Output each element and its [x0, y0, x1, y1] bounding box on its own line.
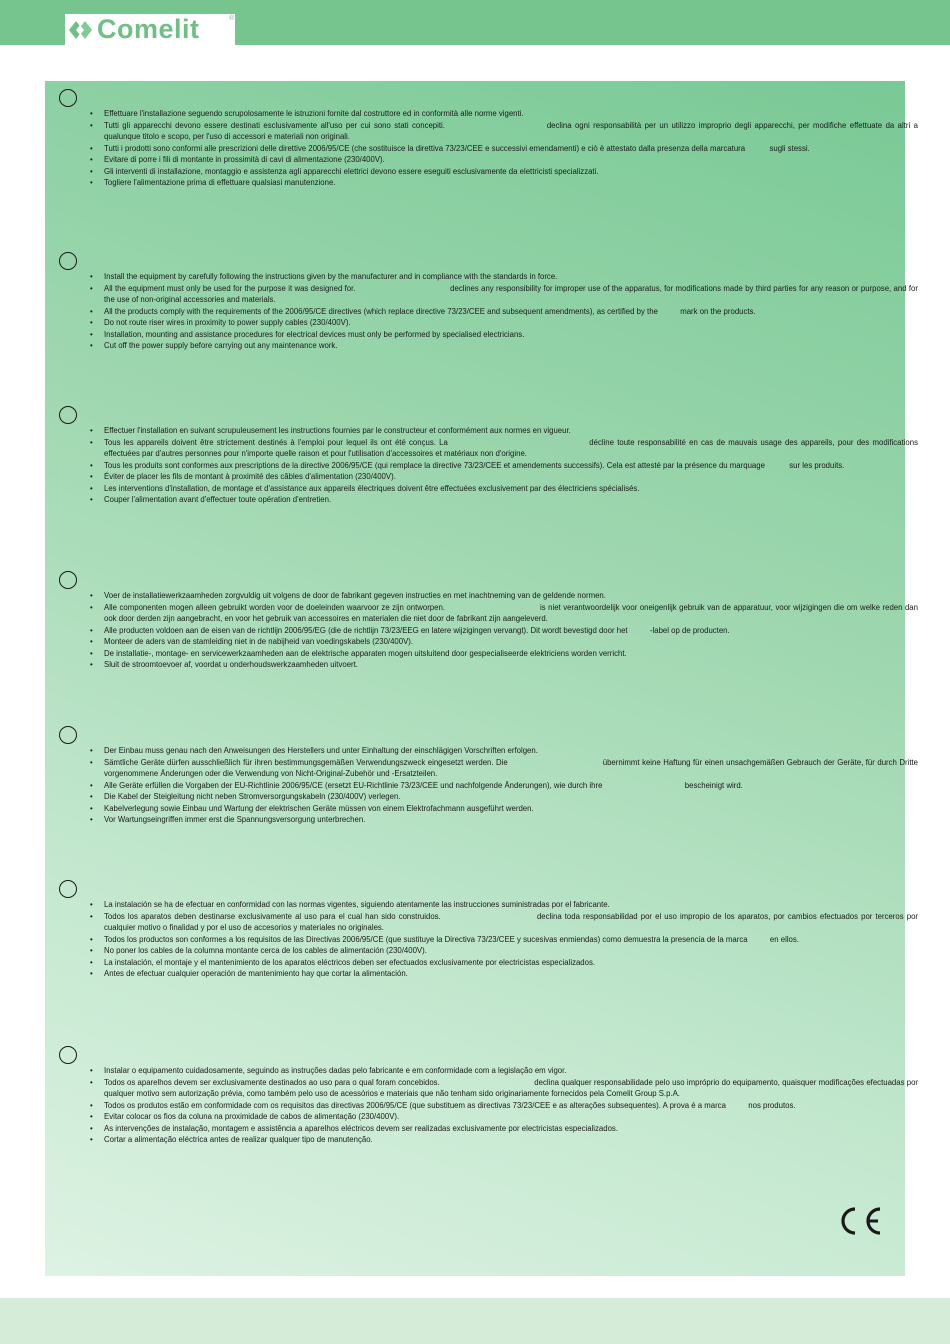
list-item	[104, 1111, 918, 1123]
item-text: Antes de efectuar cualquier operación de mantenimiento hay que cortar la alimentación.	[104, 969, 408, 978]
item-text: Alle Geräte erfüllen die Vorgaben der EU-Richtlinie 2006/95/CE (ersetzt EU-Richtlinie 73/23/CEE und nachfolgende Änderungen), wie durch ihre	[104, 780, 603, 790]
item-text: Instalar o equipamento cuidadosamente, seguindo as instruções dadas pelo fabricante e em conformidade com a legislação em vigor.	[104, 1066, 567, 1075]
item-text: La instalación, el montaje y el mantenimiento de los aparatos eléctricos deben ser efectuados exclusivamente por electricistas especializados.	[104, 957, 596, 967]
item-text: Cut off the power supply before carrying out any maintenance work.	[104, 341, 338, 350]
item-text: Todos os aparelhos devem ser exclusivamente destinados ao uso para o qual foram concebidos.	[104, 1077, 440, 1087]
item-text: Do not route riser wires in proximity to power supply cables (230/400V).	[104, 318, 351, 327]
item-text: Tous les appareils doivent être strictement destinés à l'emploi pour lequel ils ont été conçus. La	[104, 437, 448, 447]
item-text-continued: mark on the products.	[680, 306, 756, 316]
list-item	[104, 271, 918, 283]
list-item	[104, 1065, 918, 1077]
list-item	[104, 625, 918, 637]
list-item	[104, 471, 918, 483]
instruction-list	[45, 590, 918, 671]
list-item	[104, 166, 918, 178]
list-item	[104, 968, 918, 980]
instruction-list	[45, 108, 918, 189]
item-text: Sluit de stroomtoevoer af, voordat u onderhoudswerkzaamheden uitvoert.	[104, 660, 358, 669]
list-item	[104, 1134, 918, 1146]
list-item	[104, 306, 918, 318]
item-text-continued: übernimmt keine Haftung für einen unsachgemäßen Gebrauch der Geräte, für durch Dritte vorgenommene Änderungen oder die Verwendung von Nicht-Original-Zubehör und -Ersatzteilen.	[104, 757, 918, 778]
item-text: Togliere l'alimentazione prima di effettuare qualsiasi manutenzione.	[104, 178, 336, 187]
item-text: As intervenções de instalação, montagem e assistência a aparelhos eléctricos devem ser realizadas exclusivamente por electricistas especializados.	[104, 1123, 618, 1133]
list-item	[104, 757, 918, 780]
item-text-continued: nos produtos.	[748, 1100, 796, 1110]
item-text-continued: bescheinigt wird.	[684, 780, 743, 790]
item-text: All the products comply with the requirements of the 2006/95/CE directives (which replace directive 73/23/CEE and subsequent amendments), as certified by the	[104, 306, 658, 316]
list-item	[104, 899, 918, 911]
list-item	[104, 1077, 918, 1100]
list-item	[104, 460, 918, 472]
language-flag-icon	[59, 726, 77, 744]
list-item	[104, 957, 918, 969]
item-text: Installation, mounting and assistance procedures for electrical devices must only be performed by specialised electricians.	[104, 329, 525, 339]
list-item	[104, 780, 918, 792]
list-item	[104, 317, 918, 329]
header-bar	[0, 0, 950, 45]
brand-name: Comelit	[97, 14, 200, 44]
item-text: No poner los cables de la columna montante cerca de los cables de alimentación (230/400V).	[104, 946, 427, 955]
list-item	[104, 340, 918, 352]
list-item	[104, 945, 918, 957]
list-item	[104, 1100, 918, 1112]
item-text: Effettuare l'installazione seguendo scrupolosamente le istruzioni fornite dal costruttore ed in conformità alle norme vigenti.	[104, 109, 524, 118]
list-item	[104, 659, 918, 671]
comelit-mark-icon	[67, 17, 97, 43]
instruction-list	[45, 425, 918, 506]
safety-instructions-panel	[45, 81, 919, 1276]
list-item	[104, 1123, 918, 1135]
registered-mark: ®	[228, 15, 234, 22]
item-text-continued: -label op de producten.	[649, 625, 730, 635]
list-item	[104, 425, 918, 437]
instruction-list	[45, 271, 918, 352]
list-item	[104, 636, 918, 648]
list-item	[104, 745, 918, 757]
list-item	[104, 283, 918, 306]
item-text-continued: sugli stessi.	[769, 143, 810, 153]
list-item	[104, 791, 918, 803]
list-item	[104, 177, 918, 189]
list-item	[104, 108, 918, 120]
item-text: Les interventions d'installation, de montage et d'assistance aux appareils électriques doivent être effectuées exclusivement par des électriciens spécialisés.	[104, 483, 640, 493]
item-text: Éviter de placer les fils de montant à proximité des câbles d'alimentation (230/400V).	[104, 472, 396, 481]
item-text: Tous les produits sont conformes aux prescriptions de la directive 2006/95/CE (qui remplace la directive 73/23/CEE et amendements successifs). Cela est attesté par la présence du marquage	[104, 460, 765, 470]
item-text: La instalación se ha de efectuar en conformidad con las normas vigentes, siguiendo atentamente las instrucciones suministradas por el fabricante.	[104, 900, 610, 909]
item-text: Effectuer l'installation en suivant scrupuleusement les instructions fournies par le constructeur et conformément aux normes en vigueur.	[104, 426, 571, 435]
list-item	[104, 814, 918, 826]
list-item	[104, 483, 918, 495]
list-item	[104, 590, 918, 602]
item-text: Gli interventi di installazione, montaggio e assistenza agli apparecchi elettrici devono essere eseguiti esclusivamente da elettricisti specializzati.	[104, 166, 599, 176]
item-text-continued: declines any responsibility for improper use of the apparatus, for modifications made by third parties for any reason or purpose, and for the use of non-original accessories and materials.	[104, 283, 918, 304]
item-text: De installatie-, montage- en servicewerkzaamheden aan de elektrische apparaten mogen uitsluitend door gespecialiseerde elektriciens worden verricht.	[104, 648, 627, 658]
list-item	[104, 934, 918, 946]
item-text: Evitar colocar os fios da coluna na proximidade de cabos de alimentação (230/400V).	[104, 1112, 400, 1121]
item-text: Monteer de aders van de stamleiding niet in de nabijheid van voedingskabels (230/400V).	[104, 637, 414, 646]
item-text: Alle componenten mogen alleen gebruikt worden voor de doeleinden waarvoor ze zijn ontworpen.	[104, 602, 445, 612]
item-text: Todos os produtos estão em conformidade com os requisitos das directivas 2006/95/CE (que substituem as directivas 73/23/CEE e as alterações subsequentes). A prova é a marca	[104, 1100, 726, 1110]
language-flag-icon	[59, 89, 77, 107]
item-text-continued: declina ogni responsabilità per un utilizzo improprio degli apparecchi, per modifiche effettuate da altri a qualunque titolo e scopo, per l'uso di accessori e materiali non originali.	[104, 120, 918, 141]
item-text-continued: declina qualquer responsabilidade pelo uso impróprio do equipamento, quaisquer modificações efectuadas por qualquer motivo sem autorização prévia, como também pelo uso de acessórios e materiais que não tenham sido originariamente fornecidos pela Comelit Group S.p.A.	[104, 1077, 919, 1098]
item-text: Vor Wartungseingriffen immer erst die Spannungsversorgung unterbrechen.	[104, 815, 366, 824]
item-text: Alle producten voldoen aan de eisen van de richtlijn 2006/95/EG (die de richtlijn 73/23/EEG en latere wijzigingen vervangt). Dit wordt bevestigd door het	[104, 625, 628, 635]
item-text-continued: en ellos.	[769, 934, 799, 944]
language-flag-icon	[59, 252, 77, 270]
language-flag-icon	[59, 406, 77, 424]
item-text: Cortar a alimentação eléctrica antes de realizar qualquer tipo de manutenção.	[104, 1135, 373, 1144]
item-text: Sämtliche Geräte dürfen ausschließlich für ihren bestimmungsgemäßen Verwendungszweck eingesetzt werden. Die	[104, 757, 508, 767]
footer-bar	[0, 1298, 950, 1344]
item-text-continued: sur les produits.	[789, 460, 845, 470]
item-text: Voer de installatiewerkzaamheden zorgvuldig uit volgens de door de fabrikant gegeven instructies en met inachtneming van de geldende normen.	[104, 591, 606, 600]
language-flag-icon	[59, 1046, 77, 1064]
item-text: Die Kabel der Steigleitung nicht neben Stromversorgungskabeln (230/400V) verlegen.	[104, 792, 401, 801]
list-item	[104, 329, 918, 341]
item-text: All the equipment must only be used for the purpose it was designed for.	[104, 283, 356, 293]
list-item	[104, 494, 918, 506]
list-item	[104, 437, 918, 460]
list-item	[104, 602, 918, 625]
item-text: Couper l'alimentation avant d'effectuer toute opération d'entretien.	[104, 495, 332, 504]
item-text: Todos los aparatos deben destinarse exclusivamente al uso para el cual han sido construidos.	[104, 911, 441, 921]
comelit-logo	[65, 14, 235, 45]
list-item	[104, 143, 918, 155]
list-item	[104, 911, 918, 934]
item-text-continued: declina toda responsabilidad por el uso impropio de los aparatos, por cambios efectuados por terceros por cualquier motivo o finalidad y por el uso de accesorios y materiales no originales.	[104, 911, 919, 932]
item-text: Install the equipment by carefully following the instructions given by the manufacturer and in compliance with the standards in force.	[104, 272, 558, 281]
item-text-continued: is niet verantwoordelijk voor oneigenlijk gebruik van de apparatuur, voor wijzigingen die om welke reden dan ook door derden zijn aangebracht, en voor het gebruik van accessoires en materialen die niet door de fabrikant zijn aangeleverd.	[104, 602, 918, 623]
instruction-list	[45, 1065, 918, 1146]
item-text: Evitare di porre i fili di montante in prossimità di cavi di alimentazione (230/400V).	[104, 155, 385, 164]
list-item	[104, 648, 918, 660]
item-text: Der Einbau muss genau nach den Anweisungen des Herstellers und unter Einhaltung der einschlägigen Vorschriften erfolgen.	[104, 746, 538, 755]
ce-mark-icon	[835, 1205, 885, 1237]
item-text: Tutti gli apparecchi devono essere destinati esclusivamente all'uso per cui sono stati concepiti.	[104, 120, 445, 130]
item-text-continued: décline toute responsabilité en cas de mauvais usage des appareils, pour des modifications effectuées par d'autres personnes pour n'importe quelle raison et pour l'utilisation d'accessoires et matériaux non d'origine.	[104, 437, 918, 458]
list-item	[104, 803, 918, 815]
item-text: Todos los productos son conformes a los requisitos de las Directivas 2006/95/CE (que sustituye la Directiva 73/23/CEE y sucesivas enmiendas) como demuestra la presencia de la marca	[104, 934, 748, 944]
instruction-list	[45, 745, 918, 826]
item-text: Kabelverlegung sowie Einbau und Wartung der elektrischen Geräte müssen von einem Elektrofachmann ausgeführt werden.	[104, 803, 534, 813]
language-flag-icon	[59, 880, 77, 898]
item-text: Tutti i prodotti sono conformi alle prescrizioni delle direttive 2006/95/CE (che sostituisce la direttiva 73/23/CEE e successivi emendamenti) e ciò è attestato dalla presenza della marcatura	[104, 143, 746, 153]
language-flag-icon	[59, 571, 77, 589]
instruction-list	[45, 899, 918, 980]
list-item	[104, 154, 918, 166]
list-item	[104, 120, 918, 143]
